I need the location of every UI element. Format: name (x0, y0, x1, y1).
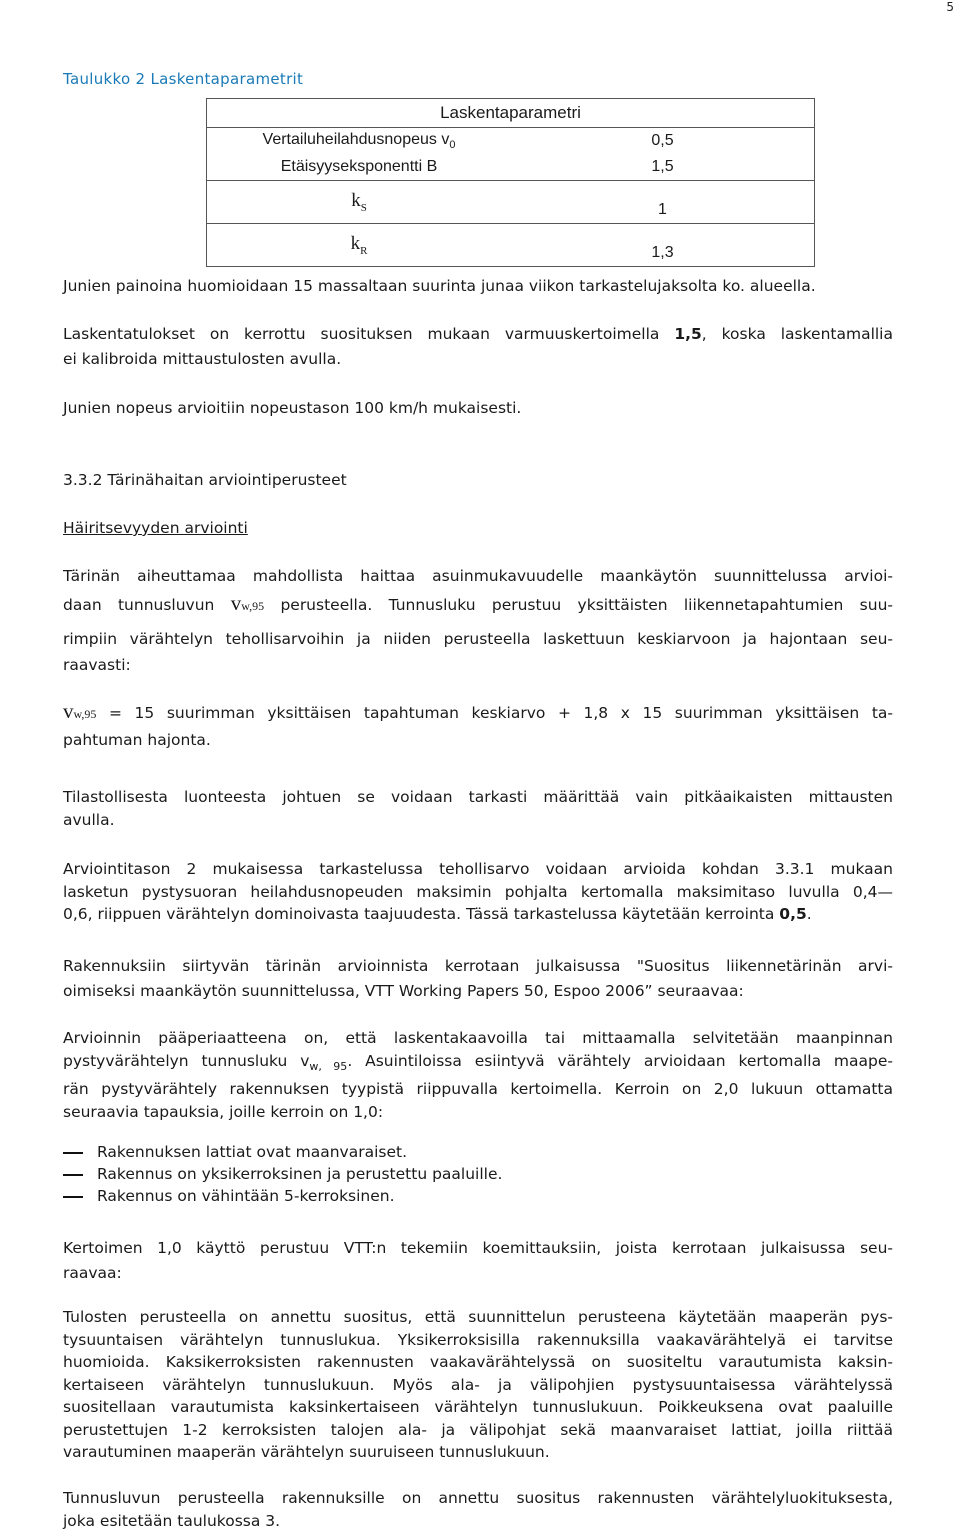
table-header: Laskentaparametri (207, 99, 815, 128)
page-number: 5 (946, 0, 954, 14)
table-cell-label: Vertailuheilahdusnopeus $v_0$ (207, 128, 512, 155)
paragraph-train-speed: Junien nopeus arvioitiin nopeustason 100 km/h mukaisesti. (63, 399, 522, 417)
paragraph-results: Tulosten perusteella on annettu suositus, että suunnittelun perusteena käytetään maaperän pys- tysuuntaisen värähtelyn tunnuslukua. Yksikerroksisilla rakennuksilla vaakavärähtelyä ei tarvitse huomioida. Kaksikerroksisten rakennusten vaakavärähtelyssä on suositeltu varautumista kaksin- kertaiseen värähtelyn tunnuslukuun. Myös ala- ja välipohjien pystysuuntaisessa värähtelyssä suositellaan varautumista kaksinkertaiseen värähtelyn tunnuslukuun. Poikkeuksena ovat paaluille perustettujen 1-2 kerroksisten talojen ala- ja välipohjat sekä maanvaraiset lattiat, joilla riittää varautuminen maaperän värähtelyn suuruiseen tunnuslukuun. (63, 1308, 893, 1461)
paragraph-level2: Arviointitason 2 mukaisessa tarkastelussa tehollisarvo voidaan arvioida kohdan 3.3.1 mukaan lasketun pystysuoran heilahdusnopeuden maksimin pohjalta kertomalla maksimitaso luvulla 0,4— 0,6, riippuen värähtelyn dominoivasta taajuudesta. Tässä tarkastelussa käytetään kerrointa 0,5. (63, 860, 893, 923)
formula-block: vw,95 = 15 suurimman yksittäisen tapahtuman keskiarvo + 1,8 x 15 suurimman yksittäisen ta- pahtuman hajonta. (63, 699, 893, 749)
paragraph-assessment: Tärinän aiheuttamaa mahdollista haittaa asuinmukavuudelle maankäytön suunnittelussa arvioi- daan tunnusluvun vw,95 perusteella. Tunnusluku perustuu yksittäisten liikennetapahtumien suu- rimpiin värähtelyn tehollisarvoihin ja niiden perusteella laskettuun keskiarvoon ja hajontaan seu- raavasti: (63, 567, 893, 674)
table-cell-value: 1,3 (511, 224, 815, 267)
table-cell-value: 0,5 (511, 128, 815, 155)
table-cell-label: $k_R$ (207, 224, 512, 267)
table-cell-value: 1,5 (511, 154, 815, 181)
paragraph-coefficient: Kertoimen 1,0 käyttö perustuu VTT:n tekemiin koemittauksiin, joista kerrotaan julkaisussa seu- raavaa: (63, 1239, 893, 1282)
table-cell-label: $k_S$ (207, 181, 512, 224)
dash-bullet (63, 1196, 83, 1198)
exceptions-list (63, 1143, 893, 1209)
list-item: Rakennus on vähintään 5-kerroksinen. (63, 1187, 893, 1209)
list-item: Rakennuksen lattiat ovat maanvaraiset. (63, 1143, 893, 1165)
dash-bullet (63, 1174, 83, 1176)
section-heading: 3.3.2 Tärinähaitan arviointiperusteet (63, 471, 347, 489)
paragraph-classification: Tunnusluvun perusteella rakennuksille on annettu suositus rakennusten värähtelyluokituksesta, joka esitetään taulukossa 3. (63, 1489, 893, 1530)
paragraph-vtt-reference: Rakennuksiin siirtyvän tärinän arvioinnista kerrotaan julkaisussa "Suositus liikennetärinän arvi- oimiseksi maankäytön suunnittelussa, VTT Working Papers 50, Espoo 2006” seuraavaa: (63, 957, 893, 1000)
parameters-table (206, 98, 815, 267)
table-caption: Taulukko 2 Laskentaparametrit (63, 70, 304, 88)
paragraph-principle: Arvioinnin pääperiaatteena on, että laskentakaavoilla tai mittaamalla selvitetään maanpinnan pystyvärähtelyn tunnusluku $v_{w, 95}$. Asuintiloissa esiintyvä värähtely arvioidaan kertomalla maape- rän pystyvärähtely rakennuksen tyypistä riippuvalla kertoimella. Kerroin on 2,0 lukuun ottamatta seuraavia tapauksia, joille kerroin on 1,0: (63, 1029, 893, 1121)
paragraph-safety-factor: Laskentatulokset on kerrottu suosituksen mukaan varmuuskertoimella 1,5, koska laskentamallia ei kalibroida mittaustulosten avulla. (63, 325, 893, 368)
table-cell-label: Etäisyyseksponentti B (207, 154, 512, 181)
subheading: Häiritsevyyden arviointi (63, 519, 248, 537)
dash-bullet (63, 1152, 83, 1154)
paragraph-statistical: Tilastollisesta luonteesta johtuen se voidaan tarkasti määrittää vain pitkäaikaisten mittausten avulla. (63, 788, 893, 829)
paragraph-train-weights: Junien painoina huomioidaan 15 massaltaan suurinta junaa viikon tarkastelujaksolta ko. alueella. (63, 277, 816, 295)
table-cell-value: 1 (511, 181, 815, 224)
list-item: Rakennus on yksikerroksinen ja perustettu paaluille. (63, 1165, 893, 1187)
